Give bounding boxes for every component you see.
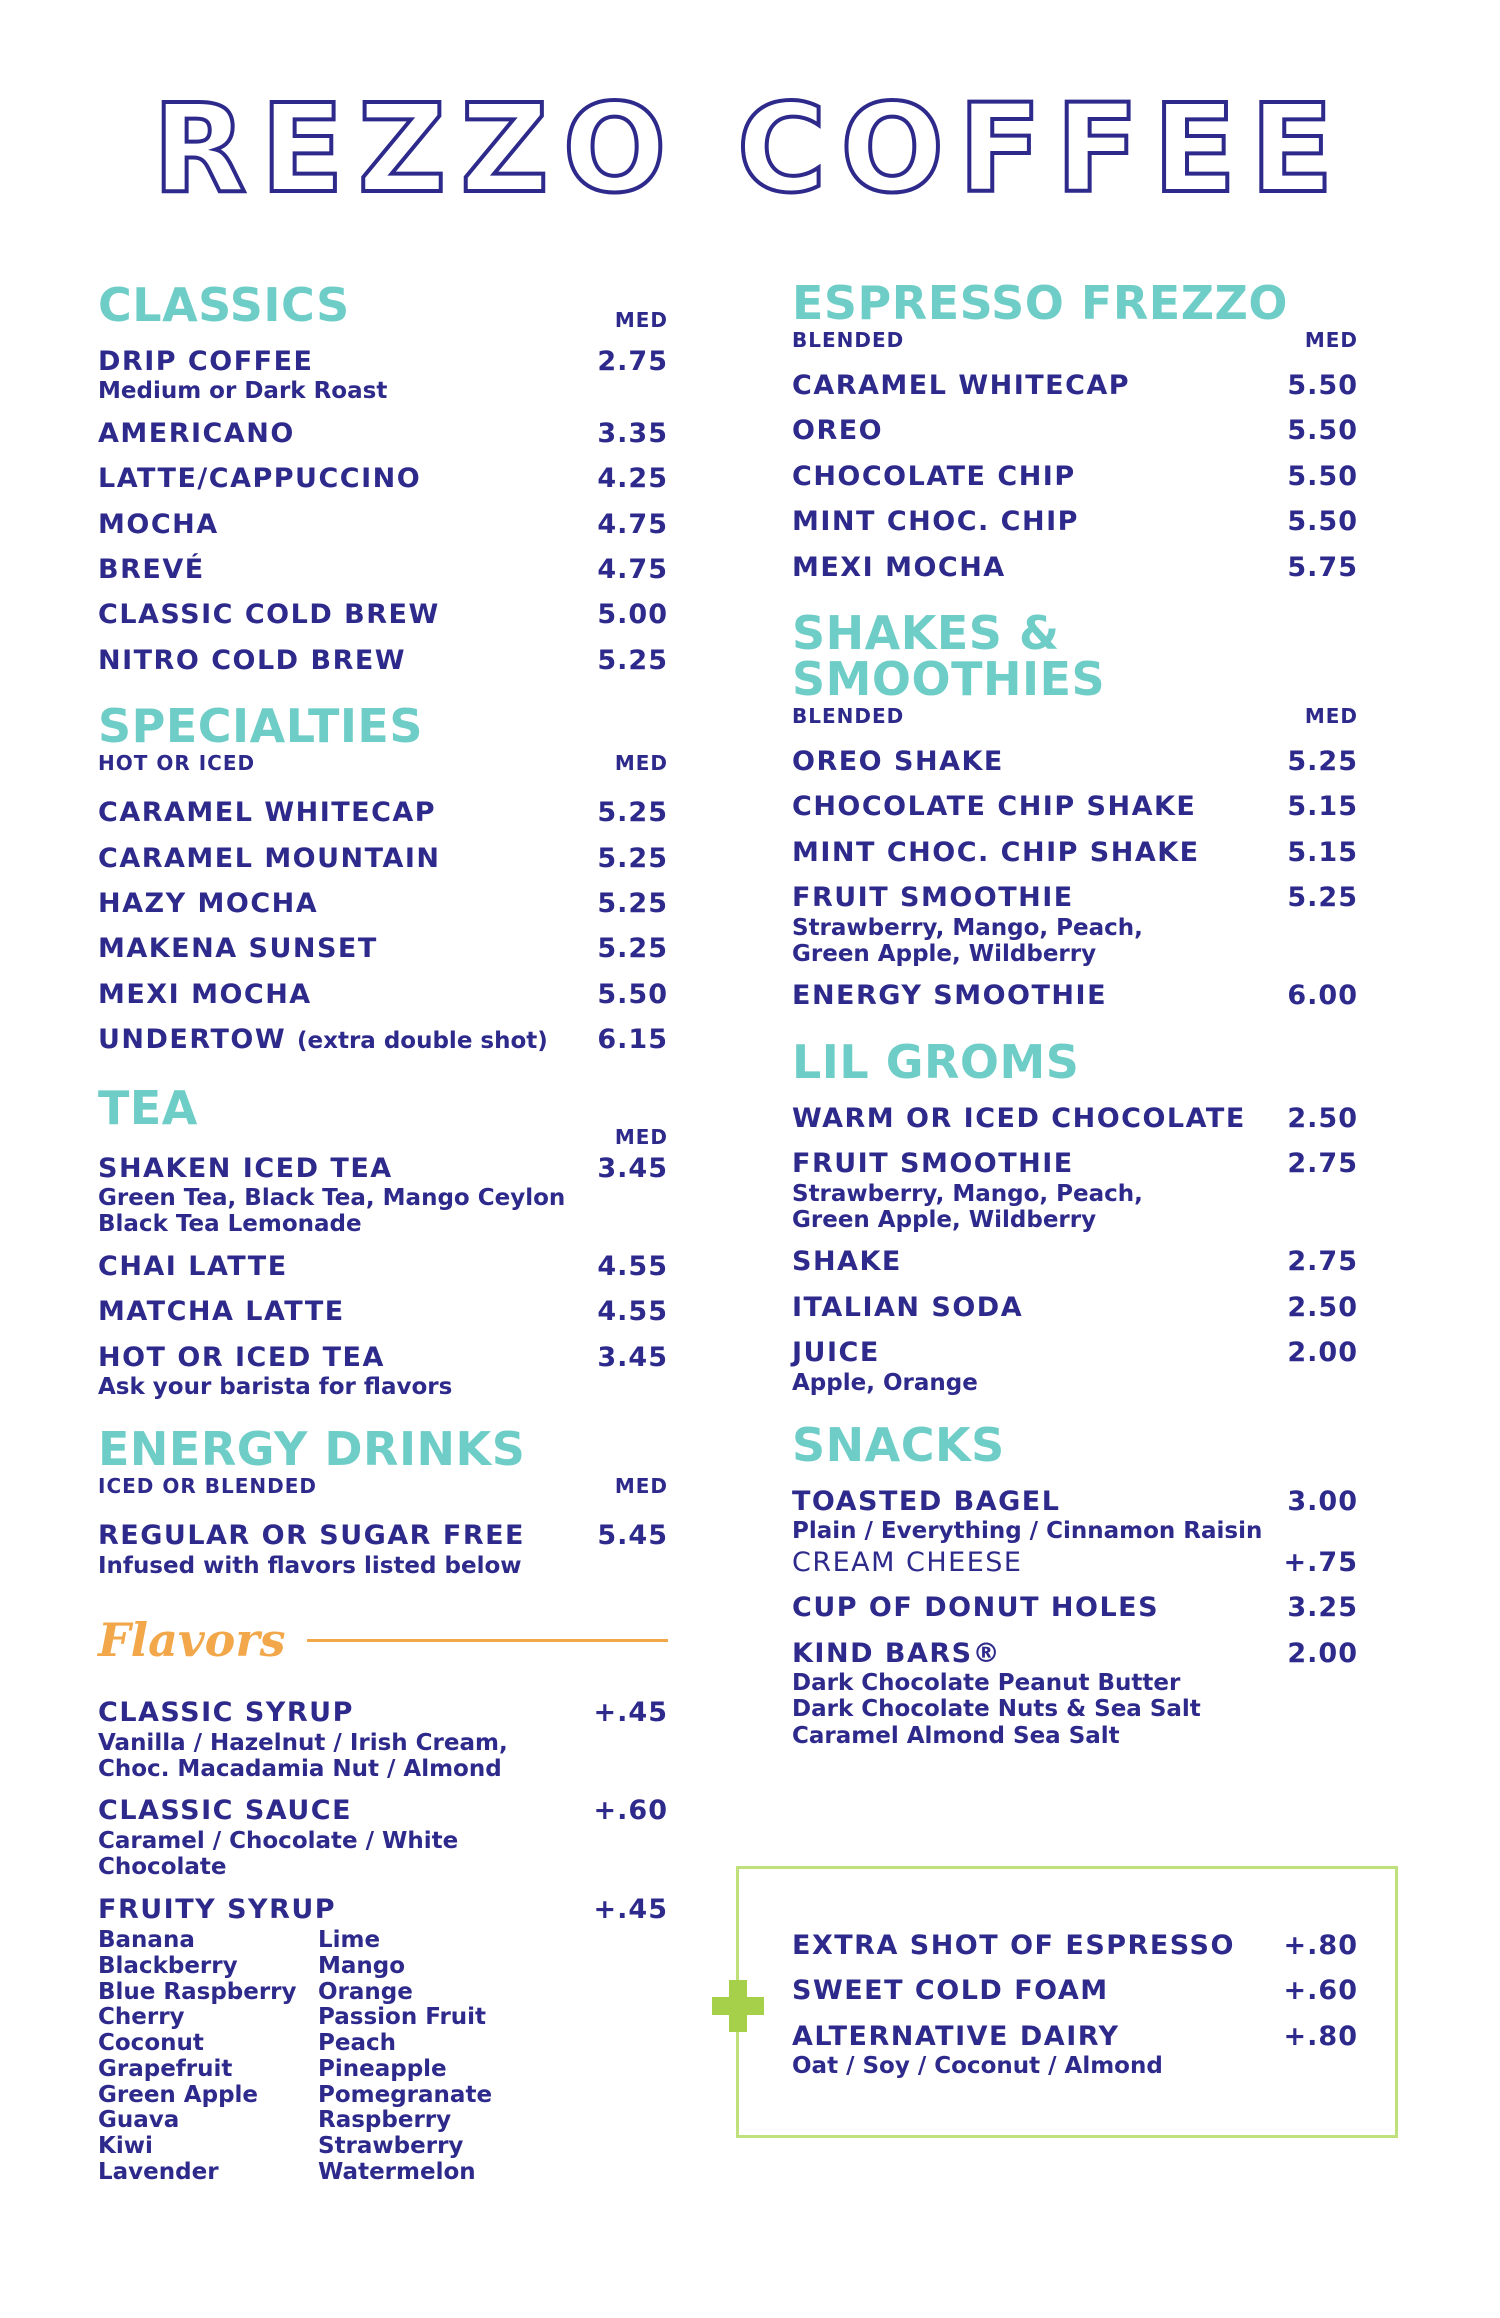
item-name: SHAKEN ICED TEA — [98, 1152, 393, 1184]
menu-item — [792, 1292, 1358, 1324]
section-lil-groms — [792, 1034, 1358, 1396]
flavor: Passion Fruit — [318, 2004, 487, 2031]
section-flavors — [98, 1697, 668, 2185]
menu-item — [792, 1103, 1358, 1135]
item-price: 5.25 — [1287, 882, 1358, 914]
flavors-divider — [307, 1639, 668, 1642]
section-subtitle: BLENDED — [792, 703, 905, 728]
item-name: CREAM CHEESE — [792, 1546, 1023, 1578]
item-price: 5.15 — [1287, 836, 1358, 868]
item-name: FRUIT SMOOTHIE — [792, 1148, 1074, 1180]
section-title: SNACKS — [792, 1418, 1005, 1473]
section-energy-drinks — [98, 1422, 668, 1579]
item-name: EXTRA SHOT OF ESPRESSO — [792, 1930, 1235, 1961]
item-price: 5.50 — [597, 978, 668, 1010]
item-name: CHAI LATTE — [98, 1250, 288, 1282]
item-price: 5.50 — [1287, 460, 1358, 492]
item-name: CUP OF DONUT HOLES — [792, 1592, 1160, 1624]
item-desc: Green Apple, Wildberry — [792, 1207, 1097, 1233]
section-title: LIL GROMS — [792, 1034, 1080, 1089]
item-desc: Vanilla / Hazelnut / Irish Cream, — [98, 1729, 508, 1756]
menu-item — [98, 599, 668, 631]
item-name: SWEET COLD FOAM — [792, 1975, 1109, 2007]
item-desc: Ask your barista for flavors — [98, 1373, 453, 1400]
section-tea — [98, 1080, 668, 1401]
size-label: MED — [614, 308, 668, 332]
flavor: Pineapple — [318, 2055, 447, 2082]
item-price: 3.25 — [1287, 1592, 1358, 1624]
left-column — [98, 280, 668, 2186]
item-price: 5.25 — [597, 797, 668, 829]
menu-item — [98, 1697, 668, 1782]
item-name: REGULAR OR SUGAR FREE — [98, 1520, 525, 1552]
item-name: MINT CHOC. CHIP — [792, 506, 1079, 538]
item-name: MINT CHOC. CHIP SHAKE — [792, 836, 1200, 868]
item-price: +.80 — [1283, 1930, 1358, 1961]
menu-item — [792, 552, 1358, 584]
item-price: 5.25 — [1287, 745, 1358, 777]
section-subtitle: ICED OR BLENDED — [98, 1474, 317, 1499]
item-name: ENERGY SMOOTHIE — [792, 980, 1108, 1012]
item-name: UNDERTOW — [98, 1024, 287, 1056]
menu-item — [792, 1930, 1358, 1962]
item-desc: Green Apple, Wildberry — [792, 940, 1097, 967]
size-label: MED — [614, 1124, 668, 1149]
item-name: MEXI MOCHA — [98, 978, 312, 1010]
item-name: CLASSIC SAUCE — [98, 1795, 353, 1827]
flavor: Peach — [318, 2030, 396, 2057]
menu-item — [98, 645, 668, 677]
flavor: Blue Raspberry — [98, 1978, 297, 2005]
addons-list — [792, 1930, 1358, 2080]
menu-item — [98, 888, 668, 920]
item-price: 4.55 — [597, 1296, 668, 1328]
item-name: HOT OR ICED TEA — [98, 1341, 385, 1373]
flavor: Raspberry — [318, 2107, 452, 2134]
item-price: 5.50 — [1287, 506, 1358, 538]
item-desc: Plain / Everything / Cinnamon Raisin — [792, 1518, 1263, 1545]
flavor: Mango — [318, 1952, 406, 1979]
menu-item — [792, 746, 1358, 778]
section-specialties — [98, 699, 668, 1056]
fruity-list-left — [98, 1928, 318, 2186]
flavors-title: Flavors — [98, 1613, 286, 1668]
item-desc: Infused with flavors listed below — [98, 1552, 522, 1579]
item-name: KIND BARS® — [792, 1637, 1002, 1669]
item-name: CARAMEL WHITECAP — [98, 797, 437, 829]
menu-item — [792, 791, 1358, 823]
menu-item — [792, 1638, 1358, 1750]
item-price: 6.15 — [597, 1024, 668, 1056]
item-price: 5.15 — [1287, 791, 1358, 823]
item-price: 6.00 — [1287, 980, 1358, 1012]
item-name: JUICE — [792, 1337, 880, 1369]
right-column — [792, 276, 1358, 1749]
flavor: Orange — [318, 1978, 413, 2005]
size-label: MED — [1304, 328, 1358, 352]
item-price: 3.45 — [597, 1341, 668, 1373]
flavor: Banana — [98, 1927, 195, 1954]
item-name: CLASSIC COLD BREW — [98, 599, 440, 631]
item-price: 2.50 — [1287, 1291, 1358, 1323]
section-title: ENERGY DRINKS — [98, 1422, 526, 1477]
item-price: 2.00 — [1287, 1337, 1358, 1369]
item-price: 2.00 — [1287, 1637, 1358, 1669]
flavor: Grapefruit — [98, 2055, 233, 2082]
item-price: 5.25 — [597, 644, 668, 676]
section-shakes-smoothies — [792, 605, 1358, 1013]
menu-item — [98, 1342, 668, 1401]
flavor: Green Apple — [98, 2081, 259, 2108]
menu-item — [98, 554, 668, 586]
menu-item — [792, 980, 1358, 1012]
item-name: HAZY MOCHA — [98, 887, 319, 919]
menu-item — [98, 1894, 668, 2186]
item-price: 2.75 — [1287, 1148, 1358, 1180]
section-title: SPECIALTIES — [98, 699, 423, 754]
menu-item — [792, 2021, 1358, 2080]
item-price: 5.25 — [597, 842, 668, 874]
menu-item — [98, 1520, 668, 1579]
menu-item — [792, 415, 1358, 447]
item-name: BREVÉ — [98, 554, 205, 585]
flavor: Lavender — [98, 2158, 219, 2185]
item-price: 5.45 — [597, 1520, 668, 1552]
menu-item — [98, 346, 668, 405]
flavor: Cherry — [98, 2004, 185, 2031]
item-desc: Green Tea, Black Tea, Mango Ceylon — [98, 1184, 566, 1211]
menu-item — [792, 1547, 1358, 1579]
section-espresso-frezzo — [792, 276, 1358, 584]
item-name: LATTE/CAPPUCCINO — [98, 463, 422, 495]
item-price: 5.25 — [597, 933, 668, 965]
item-desc: Caramel / Chocolate / White Chocolate — [98, 1827, 459, 1881]
section-title: SHAKES & SMOOTHIES — [792, 605, 1106, 706]
item-price: 2.50 — [1287, 1102, 1358, 1134]
menu-item — [98, 1153, 668, 1238]
menu-item — [792, 882, 1358, 967]
item-note: (extra double shot) — [297, 1028, 548, 1055]
item-price: +.60 — [593, 1795, 668, 1827]
item-price: 4.75 — [597, 554, 668, 585]
item-price: 4.55 — [597, 1250, 668, 1282]
flavor: Pomegranate — [318, 2081, 493, 2108]
menu-item — [792, 461, 1358, 493]
size-label: MED — [614, 1474, 668, 1499]
item-name: SHAKE — [792, 1246, 902, 1278]
flavor: Guava — [98, 2107, 180, 2134]
flavor: Blackberry — [98, 1952, 238, 1979]
item-price: 4.75 — [597, 508, 668, 540]
item-price: +.60 — [1283, 1975, 1358, 2007]
item-price: 3.45 — [597, 1152, 668, 1184]
item-name: CARAMEL WHITECAP — [792, 370, 1131, 401]
item-name: MATCHA LATTE — [98, 1296, 345, 1328]
item-price: 2.75 — [597, 346, 668, 377]
menu-item — [792, 1148, 1358, 1233]
fruity-list-right — [318, 1928, 538, 2186]
item-name: CHOCOLATE CHIP — [792, 460, 1076, 492]
item-price: 5.75 — [1287, 551, 1358, 583]
flavor: Coconut — [98, 2030, 204, 2057]
item-name: CLASSIC SYRUP — [98, 1697, 354, 1729]
item-price: +.45 — [593, 1697, 668, 1729]
size-label: MED — [1304, 703, 1358, 728]
item-price: 4.25 — [597, 463, 668, 495]
item-desc: Dark Chocolate Peanut Butter — [792, 1670, 1181, 1697]
flavors-header — [98, 1613, 668, 1668]
menu-item — [792, 506, 1358, 538]
item-name: MAKENA SUNSET — [98, 933, 378, 965]
item-desc: Strawberry, Mango, Peach, — [792, 1180, 1143, 1207]
fruity-syrup-list — [98, 1928, 588, 2186]
menu-item — [792, 1486, 1358, 1545]
item-desc: Oat / Soy / Coconut / Almond — [792, 2053, 1163, 2080]
item-desc: Caramel Almond Sea Salt — [792, 1722, 1120, 1749]
section-title: CLASSICS — [98, 278, 350, 332]
section-subtitle: HOT OR ICED — [98, 751, 256, 776]
page-title: REZZO COFFEE — [152, 78, 1348, 220]
item-name: OREO SHAKE — [792, 745, 1004, 777]
menu-item — [98, 1024, 668, 1056]
item-name: MOCHA — [98, 508, 219, 540]
item-desc: Choc. Macadamia Nut / Almond — [98, 1756, 502, 1783]
menu-item — [98, 463, 668, 495]
item-name: CHOCOLATE CHIP SHAKE — [792, 791, 1197, 823]
item-price: +.80 — [1283, 2020, 1358, 2052]
item-desc: Strawberry, Mango, Peach, — [792, 914, 1143, 941]
menu-item — [98, 1795, 668, 1880]
item-name: OREO — [792, 415, 884, 447]
section-subtitle: BLENDED — [792, 328, 905, 352]
item-name: ALTERNATIVE DAIRY — [792, 2020, 1120, 2052]
flavor: Watermelon — [318, 2158, 476, 2185]
item-price: 5.25 — [597, 887, 668, 919]
menu-item — [792, 1592, 1358, 1624]
item-price: 5.00 — [597, 599, 668, 631]
section-title: ESPRESSO FREZZO — [792, 276, 1289, 330]
section-title: TEA — [98, 1080, 198, 1135]
item-name: WARM OR ICED CHOCOLATE — [792, 1102, 1246, 1134]
item-name: FRUIT SMOOTHIE — [792, 882, 1074, 914]
menu-item — [792, 1246, 1358, 1278]
menu-item — [98, 1296, 668, 1328]
menu-item — [792, 1337, 1358, 1396]
plus-icon — [712, 1980, 764, 2032]
item-price: 5.50 — [1287, 415, 1358, 447]
item-name: DRIP COFFEE — [98, 346, 314, 377]
item-name: MEXI MOCHA — [792, 551, 1006, 583]
item-price: 3.35 — [597, 417, 668, 449]
flavor: Strawberry — [318, 2133, 464, 2160]
item-price: +.75 — [1283, 1546, 1358, 1578]
item-price: 5.50 — [1287, 370, 1358, 401]
item-name: ITALIAN SODA — [792, 1291, 1024, 1323]
item-desc: Apple, Orange — [792, 1369, 978, 1396]
flavor: Lime — [318, 1927, 381, 1954]
menu-item — [98, 843, 668, 875]
item-name: FRUITY SYRUP — [98, 1893, 337, 1925]
item-name: AMERICANO — [98, 417, 295, 449]
item-name: TOASTED BAGEL — [792, 1486, 1061, 1518]
menu-item — [98, 1251, 668, 1283]
item-desc: Black Tea Lemonade — [98, 1211, 362, 1238]
item-price: +.45 — [593, 1893, 668, 1925]
item-name: NITRO COLD BREW — [98, 644, 407, 676]
menu-item — [792, 837, 1358, 869]
item-price: 2.75 — [1287, 1246, 1358, 1278]
flavor: Kiwi — [98, 2133, 153, 2160]
menu-item — [792, 370, 1358, 402]
menu-item — [98, 509, 668, 541]
size-label: MED — [614, 751, 668, 776]
menu-item — [98, 797, 668, 829]
item-price: 3.00 — [1287, 1486, 1358, 1518]
section-snacks — [792, 1418, 1358, 1749]
menu-item — [792, 1975, 1358, 2007]
menu-item — [98, 418, 668, 450]
menu-item — [98, 933, 668, 965]
item-desc: Medium or Dark Roast — [98, 378, 388, 405]
item-name: CARAMEL MOUNTAIN — [98, 842, 441, 874]
item-desc: Dark Chocolate Nuts & Sea Salt — [792, 1696, 1201, 1723]
menu-item — [98, 979, 668, 1011]
section-classics — [98, 278, 668, 677]
